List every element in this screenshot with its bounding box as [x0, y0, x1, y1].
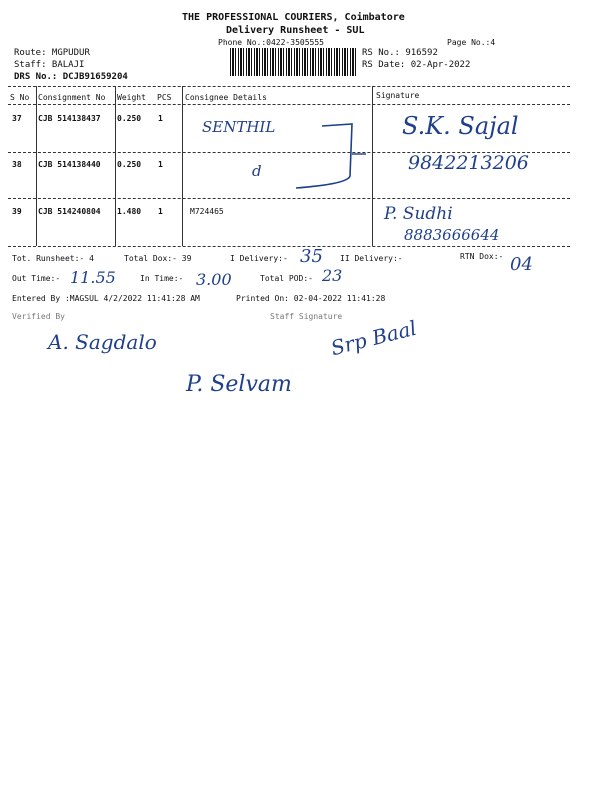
col-divider [115, 86, 116, 246]
row-pcs: 1 [158, 160, 163, 169]
document-title: Delivery Runsheet - SUL [226, 25, 365, 36]
handwritten-phone: 9842213206 [408, 152, 529, 174]
staff-label: Staff: BALAJI [14, 60, 85, 70]
barcode-image [230, 48, 358, 76]
table-top-rule [8, 86, 570, 87]
printed-on: Printed On: 02-04-2022 11:41:28 [236, 294, 386, 303]
col-header-consignee: Consignee Details [185, 93, 267, 102]
route-label: Route: MGPUDUR [14, 48, 90, 58]
verified-by-label: Verified By [12, 312, 65, 321]
table-bottom-rule [8, 246, 570, 247]
row-consignment: CJB 514138440 [38, 160, 101, 169]
total-pod-label: Total POD:- [260, 274, 313, 283]
ii-delivery-label: II Delivery:- [340, 254, 403, 263]
page-number: Page No.:4 [447, 38, 496, 47]
col-header-weight: Weight [117, 93, 146, 102]
handwritten-bottom-signature: P. Selvam [186, 372, 292, 397]
out-time-label: Out Time:- [12, 274, 61, 283]
in-time-label: In Time:- [140, 274, 184, 283]
row-consignee-details: M724465 [190, 207, 224, 216]
row-weight: 1.480 [117, 207, 142, 216]
total-dox: Total Dox:- 39 [124, 254, 192, 263]
handwritten-consignee: d [252, 162, 262, 180]
handwritten-verifier-signature: A. Sagdalo [48, 330, 157, 354]
total-runsheet: Tot. Runsheet:- 4 [12, 254, 94, 263]
row-pcs: 1 [158, 207, 163, 216]
rs-number: RS No.: 916592 [362, 48, 438, 58]
entered-by: Entered By :MAGSUL 4/2/2022 11:41:28 AM [12, 294, 200, 303]
company-name: THE PROFESSIONAL COURIERS, Coimbatore [182, 12, 405, 23]
i-delivery-label: I Delivery:- [230, 254, 288, 263]
col-header-consignment: Consignment No [38, 93, 106, 102]
col-header-pcs: PCS [157, 93, 172, 102]
total-pod-value: 23 [322, 266, 343, 285]
col-divider [182, 86, 183, 246]
row-pcs: 1 [158, 114, 163, 123]
col-header-signature: Signature [376, 91, 420, 100]
i-delivery-value: 35 [300, 246, 323, 267]
row-weight: 0.250 [117, 160, 142, 169]
out-time-value: 11.55 [70, 268, 116, 287]
handwritten-consignee: SENTHIL [202, 118, 276, 136]
in-time-value: 3.00 [196, 270, 232, 289]
phone-number: Phone No.:0422-3505555 [218, 38, 324, 47]
row-consignment: CJB 514240804 [38, 207, 101, 216]
row-sno: 38 [12, 160, 22, 169]
staff-signature-label: Staff Signature [270, 312, 343, 321]
row-divider-2 [8, 198, 570, 199]
handwritten-signature: P. Sudhi [384, 204, 453, 224]
rs-date: RS Date: 02-Apr-2022 [362, 60, 471, 70]
handwritten-signature: S.K. Sajal [402, 112, 519, 140]
row-weight: 0.250 [117, 114, 142, 123]
table-header-rule [8, 104, 570, 105]
bracket-scribble [290, 116, 380, 192]
drs-number: DRS No.: DCJB91659204 [14, 72, 128, 82]
rtn-dox-label: RTN Dox:- [460, 252, 504, 261]
rtn-dox-value: 04 [510, 254, 533, 275]
row-sno: 39 [12, 207, 22, 216]
col-divider [36, 86, 37, 246]
col-header-sno: S No [10, 93, 30, 102]
row-sno: 37 [12, 114, 22, 123]
handwritten-phone: 8883666644 [404, 226, 500, 244]
handwritten-staff-signature: Srp Baal [328, 315, 419, 361]
row-consignment: CJB 514138437 [38, 114, 101, 123]
